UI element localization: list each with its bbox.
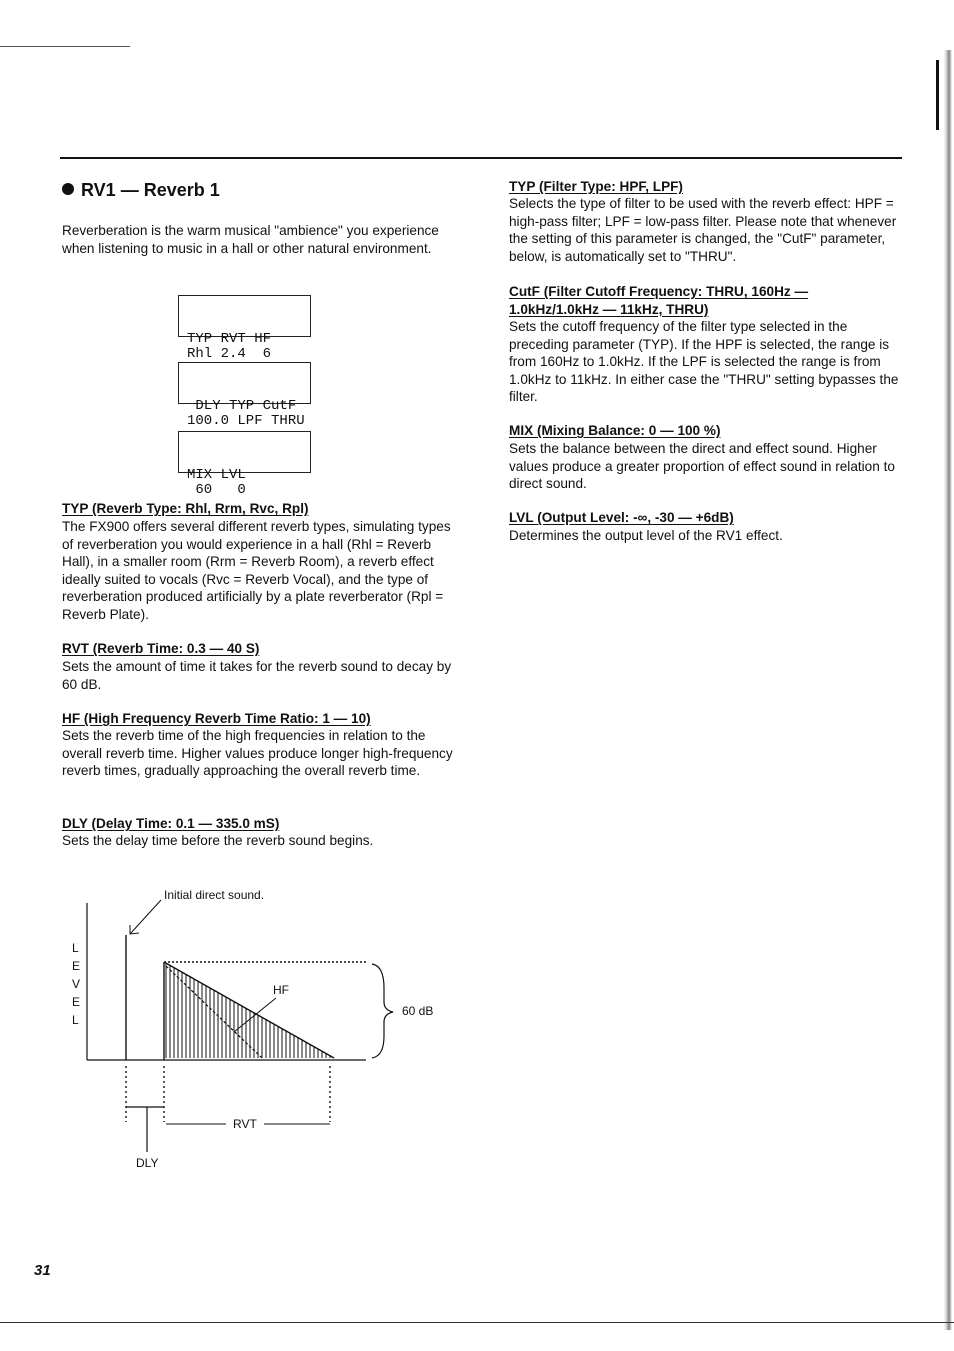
level-axis-label <box>72 941 80 1027</box>
reverb-diagram <box>0 870 470 1180</box>
lcd-display-3: MIX LVL 60 0 <box>178 431 311 473</box>
param-body-dly: Sets the delay time before the reverb sound begins. <box>62 833 374 848</box>
param-heading-dly: DLY (Delay Time: 0.1 — 335.0 mS) <box>62 816 280 831</box>
param-body-rvt: Sets the amount of time it takes for the reverb sound to decay by 60 dB. <box>62 659 452 692</box>
param-body-lvl: Determines the output level of the RV1 effect. <box>509 528 783 543</box>
param-body-cutf: Sets the cutoff frequency of the filter type selected in the preceding parameter (TYP). If the HPF is selected, the range is from 160Hz to 1.0kHz. If the LPF is selected the range is from 1.0kHz to 11kHz. In either case the "THRU" setting bypasses the filter. <box>509 319 899 405</box>
scan-edge-mark <box>936 60 939 130</box>
rvt-label: RVT <box>233 1117 257 1131</box>
intro-paragraph: Reverberation is the warm musical "ambience" you experience when listening to music in a hall or other natural environment. <box>62 223 439 256</box>
param-body-filter-typ: Selects the type of filter to be used with the reverb effect: HPF = high-pass filter; LPF = low-pass filter. Please note that whenever the setting of this parameter is changed, the "CutF" parameter, below, is automatically set to "THRU". <box>509 196 897 264</box>
range-brace <box>372 964 393 1058</box>
param-body-typ: The FX900 offers several different reverb types, simulating types of reverberation you would experience in a hall (Rhl = Reverb Hall), in a smaller room (Rrm = Reverb Room), a reverb effect ideally suited to vocals (Rvc = Reverb Vocal), and the type of reverberation produced artificially by a plate reverberator (Rpl = Reverb Plate). <box>62 519 451 622</box>
param-heading-filter-typ: TYP (Filter Type: HPF, LPF) <box>509 179 683 194</box>
initial-sound-arrow <box>130 900 161 934</box>
scan-line-top <box>0 46 130 47</box>
section-title: RV1 — Reverb 1 <box>62 180 220 201</box>
param-heading-lvl: LVL (Output Level: -∞, -30 — +6dB) <box>509 510 734 525</box>
param-heading-cutf: CutF (Filter Cutoff Frequency: THRU, 160Hz — 1.0kHz/1.0kHz — 11kHz, THRU) <box>509 284 809 317</box>
page-number: 31 <box>34 1262 51 1279</box>
param-body-hf: Sets the reverb time of the high frequencies in relation to the overall reverb time. Higher values produce longer high-frequency reverb times, gradually approaching the overall reverb time. <box>62 728 453 779</box>
bullet-icon <box>62 183 74 195</box>
scan-edge <box>944 50 952 1330</box>
initial-sound-label: Initial direct sound. <box>164 888 265 902</box>
lcd-display-1: TYP RVT HF Rhl 2.4 6 <box>178 295 311 337</box>
svg-text:E: E <box>72 959 81 973</box>
db-label: 60 dB <box>402 1004 434 1018</box>
svg-text:L: L <box>72 941 79 955</box>
svg-text:E: E <box>72 995 81 1009</box>
param-heading-typ: TYP (Reverb Type: Rhl, Rrm, Rvc, Rpl) <box>62 501 309 516</box>
svg-text:L: L <box>72 1013 79 1027</box>
scan-line-bottom <box>0 1322 954 1323</box>
hf-label: HF <box>273 983 289 997</box>
param-heading-hf: HF (High Frequency Reverb Time Ratio: 1 — 10) <box>62 711 371 726</box>
param-heading-rvt: RVT (Reverb Time: 0.3 — 40 S) <box>62 641 260 656</box>
dly-label: DLY <box>136 1156 159 1170</box>
svg-text:V: V <box>72 977 81 991</box>
lcd-display-2: DLY TYP CutF 100.0 LPF THRU <box>178 362 311 404</box>
param-heading-mix: MIX (Mixing Balance: 0 — 100 %) <box>509 423 721 438</box>
header-rule <box>60 157 902 159</box>
param-body-mix: Sets the balance between the direct and effect sound. Higher values produce a greater proportion of effect sound in relation to direct sound. <box>509 441 895 492</box>
